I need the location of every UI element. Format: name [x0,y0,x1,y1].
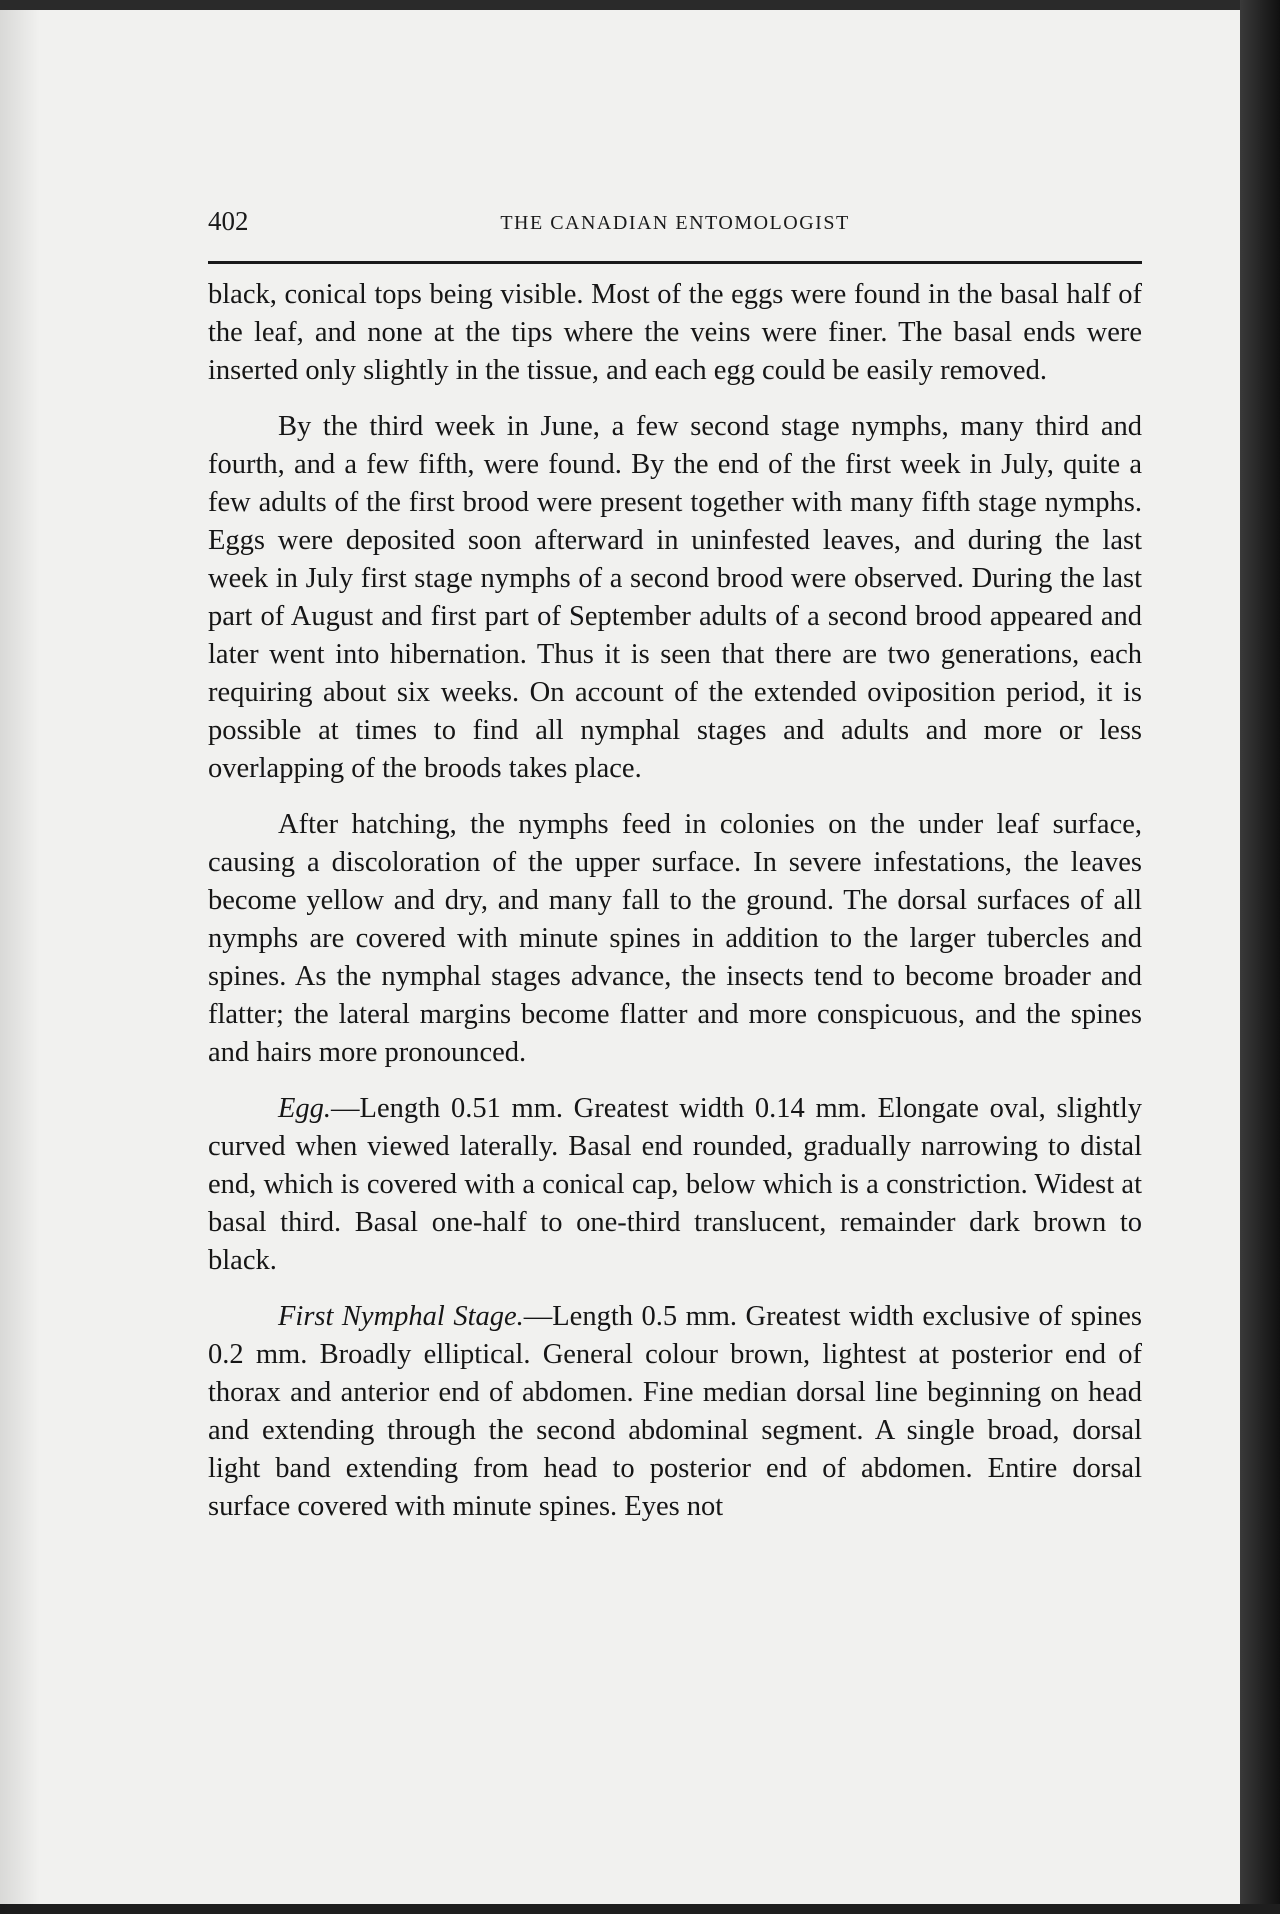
page-header [208,206,1142,246]
paragraph-life-history: By the third week in June, a few second stage nymphs, many third and fourth, and a few fifth, were found. By the end of the first week in July, quite a few adults of the first brood were present together with many fifth stage nymphs. Eggs were deposited soon afterward in uninfested leaves, and during the last week in July first stage nymphs of a second brood were observed. During the last part of August and first part of September adults of a second brood appeared and later went into hibernation. Thus it is seen that there are two generations, each requiring about six weeks. On account of the extended oviposition period, it is possible at times to find all nymphal stages and adults and more or less overlapping of the broods takes place. [208,411,1142,784]
header-rule [208,261,1142,264]
first-nymphal-stage-text: —Length 0.5 mm. Greatest width exclusive of spines 0.2 mm. Broadly elliptical. General colour brown, lightest at posterior end of thorax and anterior end of abdomen. Fine median dorsal line beginning on head and extending through the second abdominal segment. A single broad, dorsal light band extending from head to posterior end of abdomen. Entire dorsal surface covered with minute spines. Eyes not [208,1301,1142,1522]
running-title: THE CANADIAN ENTOMOLOGIST [500,212,850,234]
paragraph-feeding: After hatching, the nymphs feed in colonies on the under leaf surface, causing a discoloration of the upper surface. In severe infestations, the leaves become yellow and dry, and many fall to the ground. The dorsal surfaces of all nymphs are covered with minute spines in addition to the larger tubercles and spines. As the nymphal stages advance, the insects tend to become broader and flatter; the lateral margins become flatter and more conspicuous, and the spines and hairs more pronounced. [208,809,1142,1068]
paragraph-egg-description [208,1090,1142,1280]
paragraph-eggs-continued: black, conical tops being visible. Most of the eggs were found in the basal half of the leaf, and none at the tips where the veins were finer. The basal ends were inserted only slightly in the tissue, and each egg could be easily removed. [208,279,1142,386]
page-gutter-shadow [0,10,40,1914]
body-text [208,276,1142,1544]
paragraph-first-nymphal-stage [208,1298,1142,1526]
egg-heading: Egg. [278,1093,332,1124]
page-number: 402 [208,206,249,236]
first-nymphal-stage-heading: First Nymphal Stage. [278,1301,524,1332]
egg-text: —Length 0.51 mm. Greatest width 0.14 mm. Elongate oval, slightly curved when viewed laterally. Basal end rounded, gradually narrowing to distal end, which is covered with a conical cap, below which is a constriction. Widest at basal third. Basal one-half to one-third translucent, remainder dark brown to black. [208,1093,1142,1276]
scan-edge [1240,0,1280,1904]
